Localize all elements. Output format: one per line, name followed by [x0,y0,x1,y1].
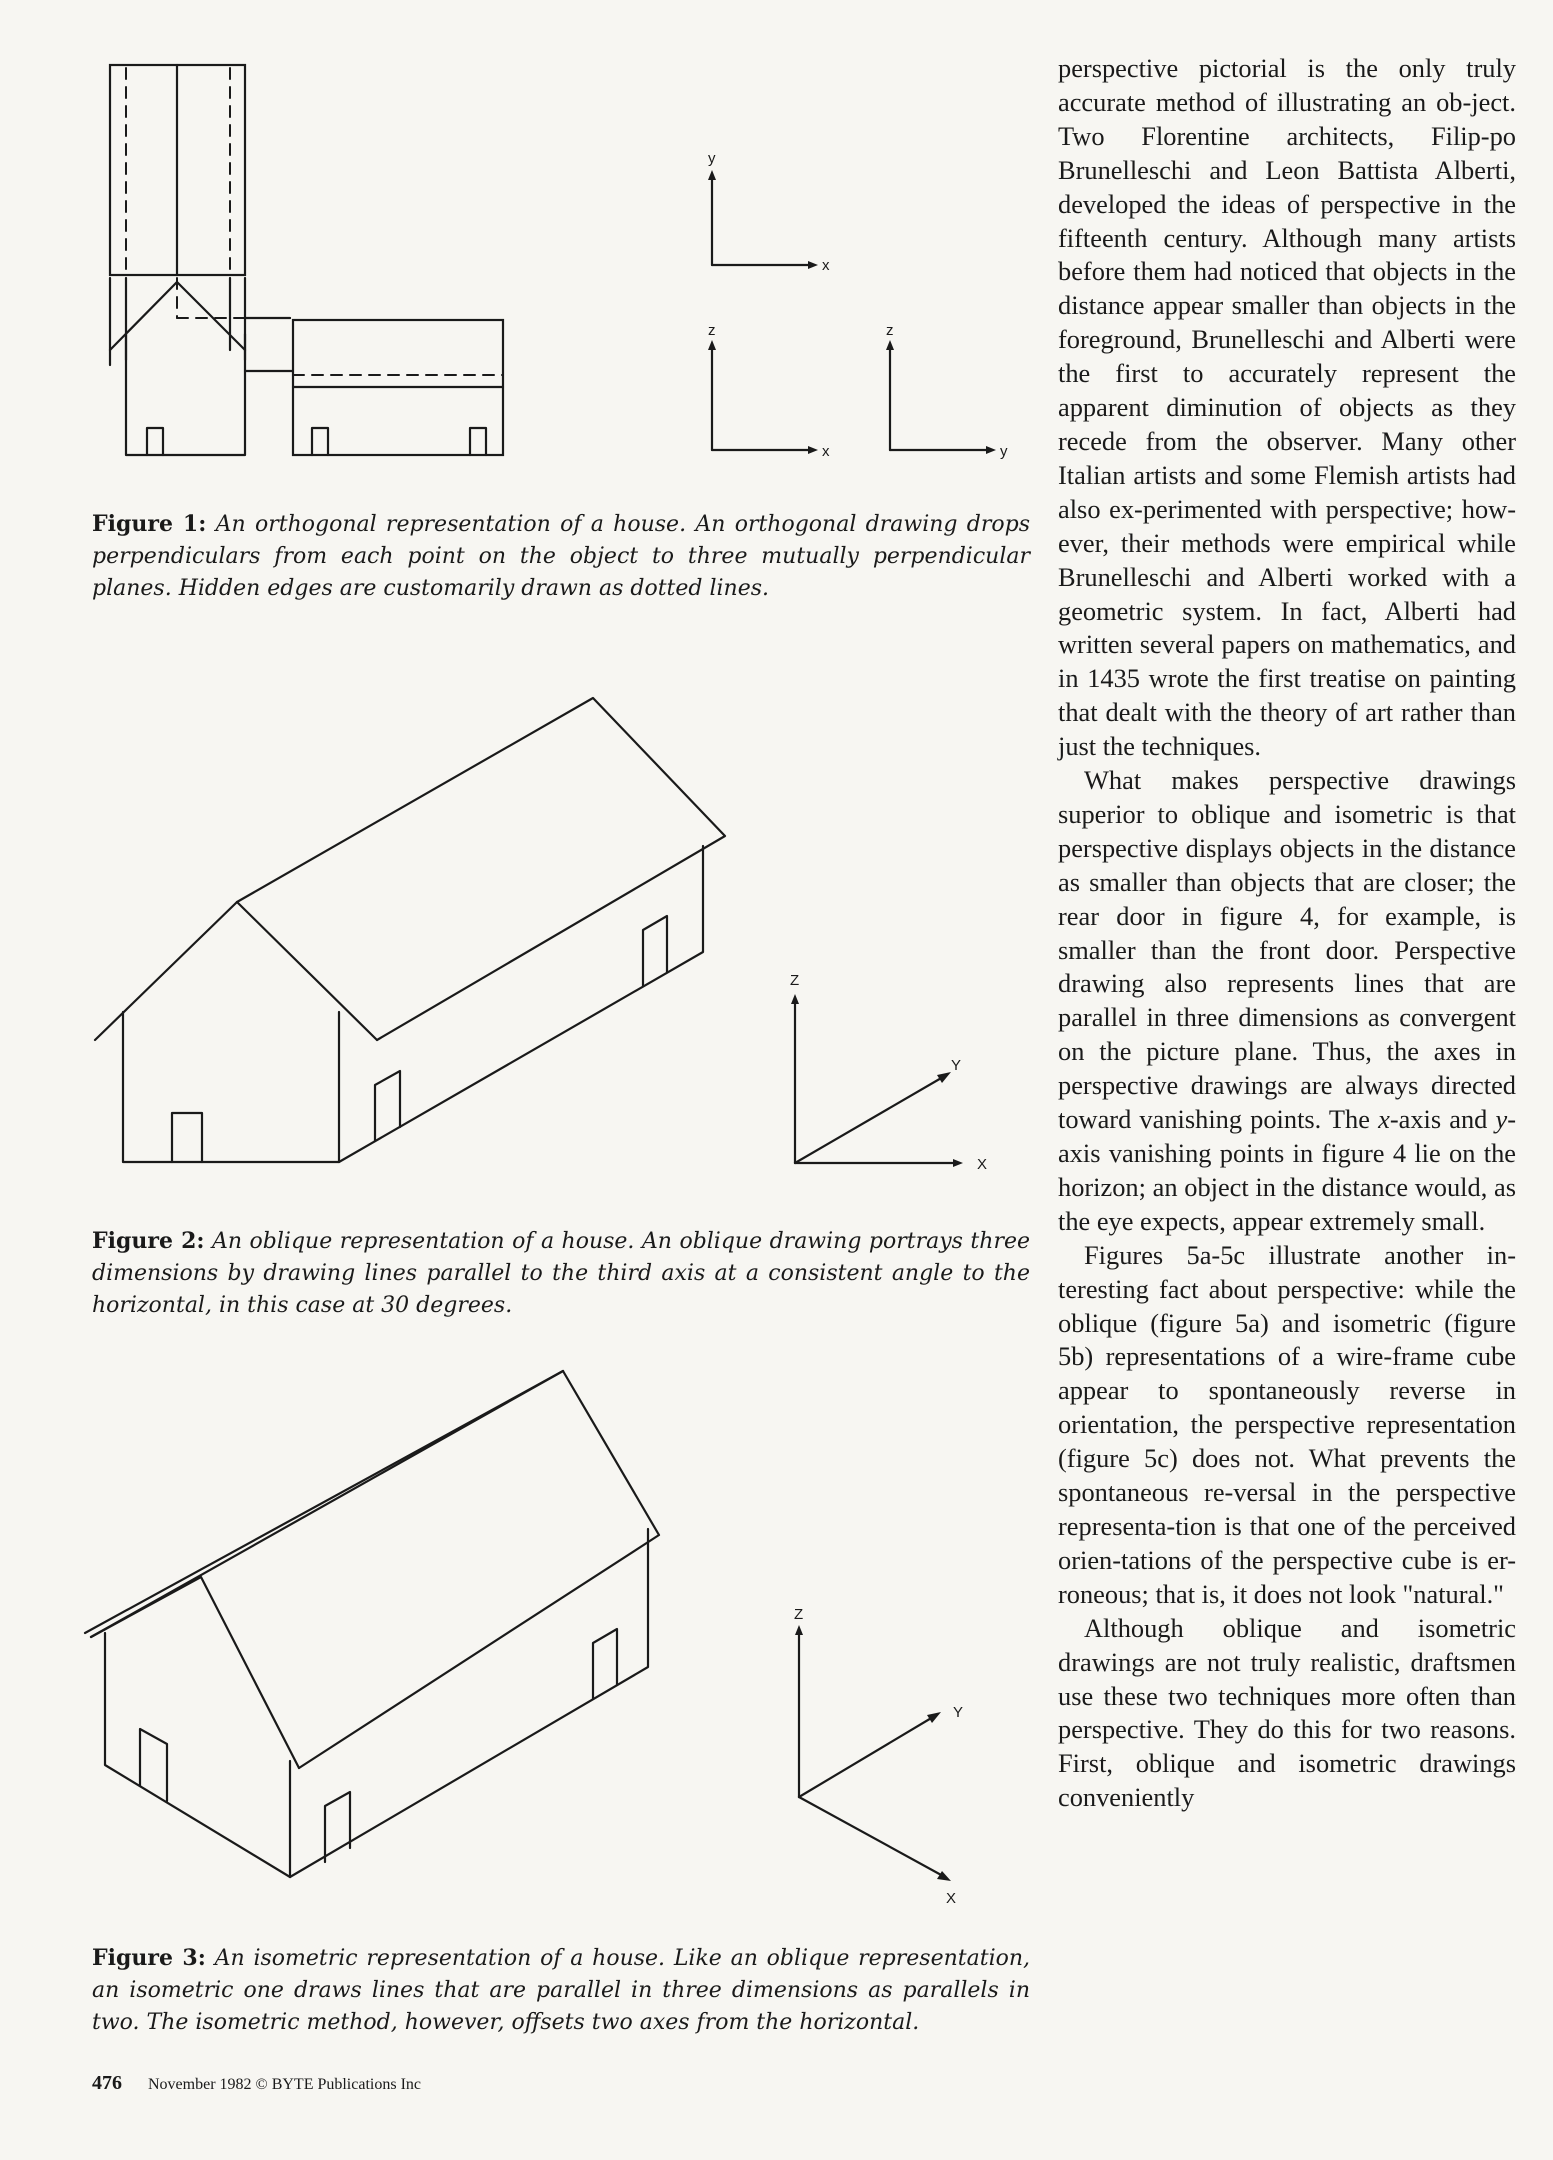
paragraph-3: Figures 5a-5c illustrate another in-teresting fact about perspective: while the oblique (figure 5a) and isometric (figure 5b) representations of a wire-frame cube appear to spontaneously reverse in orientation, the perspective representation (figure 5c) does not. What prevents the spontaneous re-versal in the perspective representa-tion is that one of the perceived orien-tations of the perspective cube is er-roneous; that is, it does not look "natural." [1058,1239,1516,1609]
axis-label-z: Z [790,972,800,989]
axis-label-side-y: y [1000,443,1008,460]
figure-3-drawing [85,1365,1025,1905]
side-view [293,320,503,455]
figure-2-drawing [95,690,1035,1190]
axis-label-x: X [946,1890,957,1907]
oblique-house [95,698,725,1162]
paragraph-2-part-b: -axis and [1389,1104,1496,1135]
paragraph-2 [1058,764,1516,1239]
figure-2-label: Figure 2: [92,1228,205,1254]
page-footer [92,2072,421,2095]
body-text-column [1058,52,1516,1815]
axis-label-z: Z [794,1606,804,1623]
paragraph-1: perspective pictorial is the only truly accurate method of illustrating an ob-ject. Two Florentine architects, Filip-po Brunelleschi and Leon Battista Alberti, developed the ideas of perspective in the fifteenth century. Although many artists before them had noticed that objects in the distance appear smaller than objects in the foreground, Brunelleschi and Alberti were the first to accurately represent the apparent diminution of objects as they recede from the observer. Many other Italian artists and some Flemish artists had also ex-perimented with perspective; how-ever, their methods were empirical while Brunelleschi and Alberti worked with a geometric system. In fact, Alberti had written several papers on mathematics, and in 1435 wrote the first treatise on painting that dealt with the theory of art rather than just the techniques. [1058,53,1516,762]
axis-label-top-y: y [708,150,716,167]
isometric-house [85,1371,659,1877]
figure-3-caption-text: An isometric representation of a house. Like an oblique representation, an isometric one draws lines that are parallel in three dimensions as parallels in two. The isometric method, however, offsets two axes from the horizontal. [92,1946,1031,2035]
paragraph-2-part-c: -axis vanishing points in figure 4 lie on the horizon; an object in the distance would, as the eye expects, appear extremely small. [1058,1104,1516,1236]
figure-1-drawing [100,60,1040,480]
page-number: 476 [92,2072,122,2094]
axes-front [708,322,830,460]
figure-1-caption-text: An orthogonal representation of a house. An orthogonal drawing drops perpendiculars from each point on the object to three mutually perpendicular planes. Hidden edges are customarily drawn as dotted lines. [92,512,1030,601]
figure-3-caption [92,1942,1030,2039]
axis-label-y: Y [953,1704,964,1721]
axis-label-x: X [977,1156,988,1173]
axis-label-front-z: z [708,322,716,339]
figure-1-caption [92,508,1030,605]
figure-3-label: Figure 3: [92,1945,206,1971]
axes-top [708,150,830,274]
axis-label-y: Y [951,1057,962,1074]
projection-lines [110,278,293,371]
axes-oblique [790,972,987,1173]
paragraph-4: Although oblique and isometric drawings are not truly realistic, draftsmen use these two techniques more often than perspective. They do this for two reasons. First, oblique and isometric drawings conveniently [1058,1612,1516,1813]
axis-label-front-x: x [822,443,830,460]
paragraph-2-part-a: What makes perspective drawings superior to oblique and isometric is that perspective displays objects in the distance as smaller than objects that are closer; the rear door in figure 4, for example, is smaller than the front door. Perspective drawing also represents lines that are parallel in three dimensions as convergent on the picture plane. Thus, the axes in perspective drawings are always directed toward vanishing points. The [1058,765,1516,1135]
figure-1-label: Figure 1: [92,511,207,537]
top-view [110,65,245,275]
figure-1-svg [100,60,1040,480]
x-axis-symbol: x [1378,1104,1390,1135]
axis-label-top-x: x [822,257,830,274]
y-axis-symbol: y [1495,1104,1508,1135]
figure-3-svg [85,1365,1025,1905]
axes-isometric [794,1606,963,1907]
axis-label-side-z: z [886,322,894,339]
figure-2-caption-text: An oblique representation of a house. An oblique drawing portrays three dimensions by drawing lines parallel to the third axis at a consistent angle to the horizontal, in this case at 30 degrees. [92,1229,1030,1318]
issue-info: November 1982 © BYTE Publications Inc [148,2076,421,2093]
axes-side [886,322,1008,460]
figure-2-caption [92,1225,1030,1322]
figure-2-svg [95,690,1035,1190]
